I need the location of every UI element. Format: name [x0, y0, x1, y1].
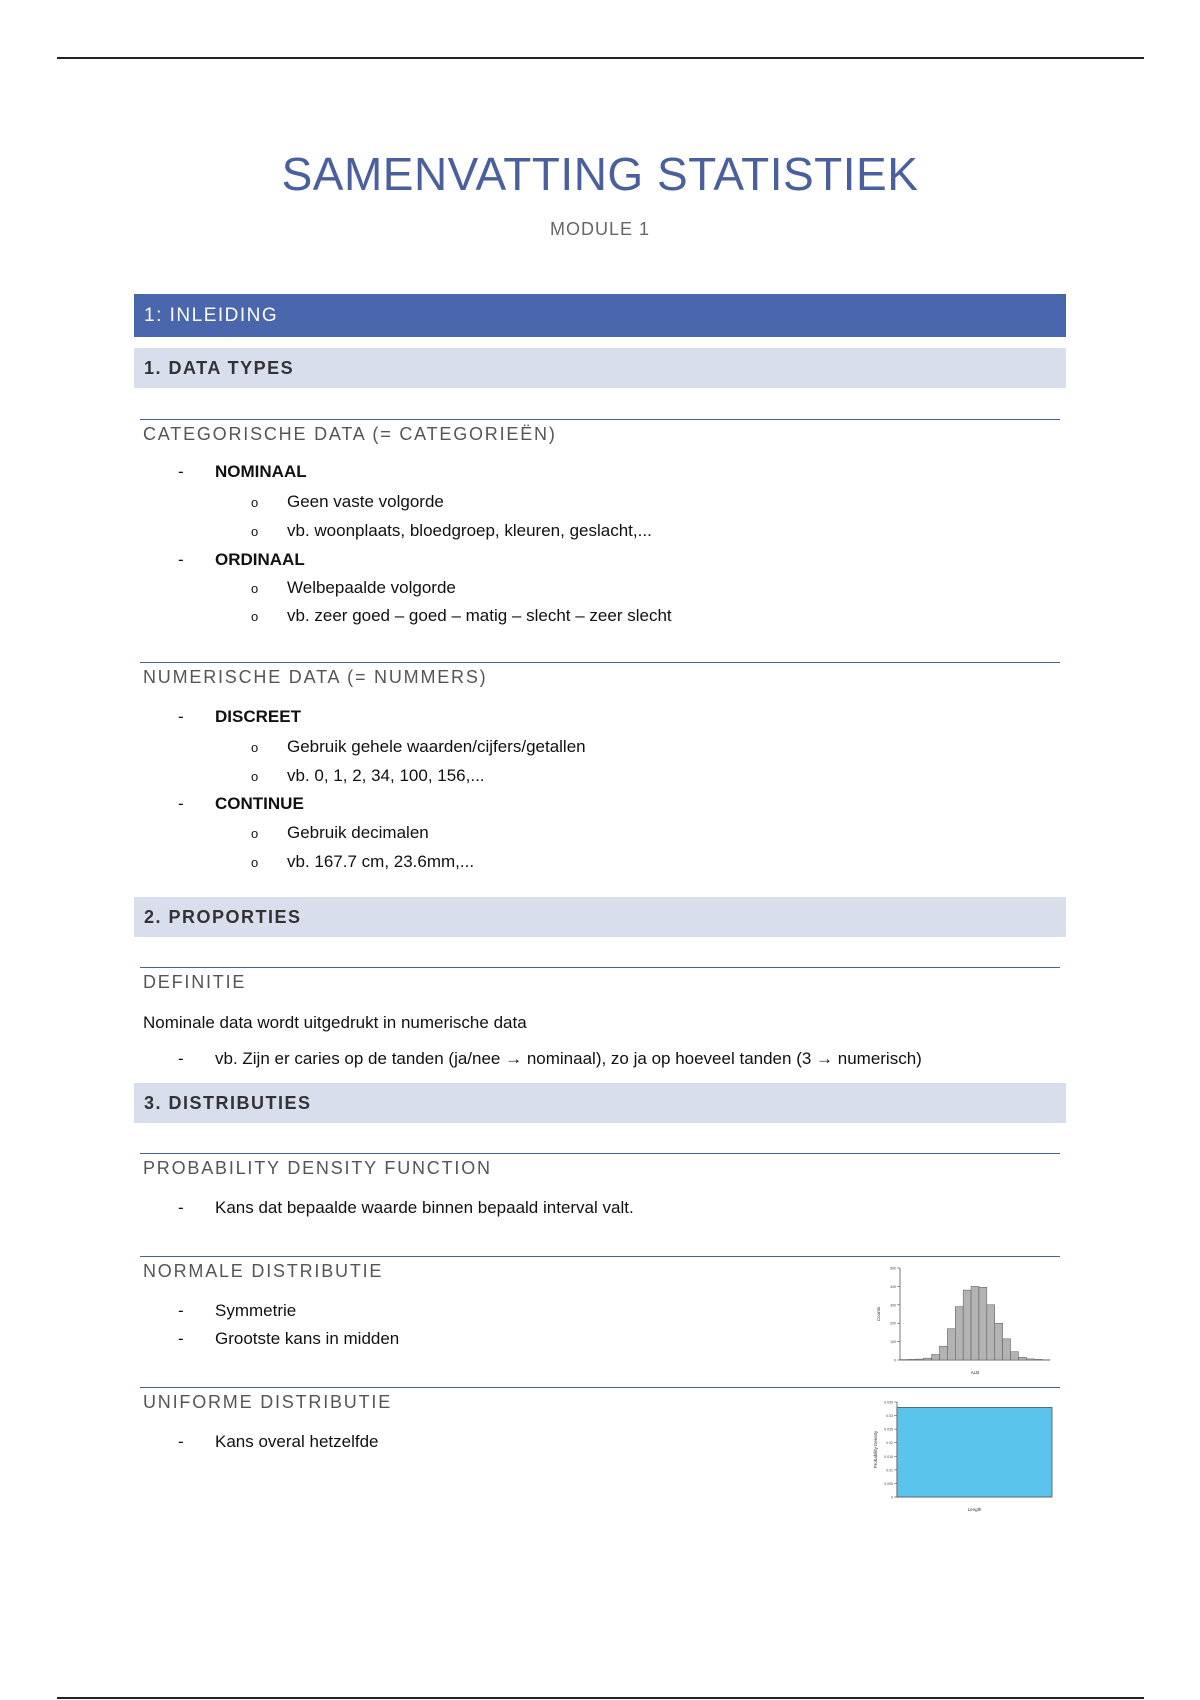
y-axis-label: Counts [876, 1306, 881, 1322]
chart-bar [1026, 1359, 1034, 1360]
dash-bullet: - [178, 1432, 184, 1451]
chart-bar [939, 1346, 947, 1360]
circle-bullet: o [251, 609, 259, 624]
subheading-numeric: NUMERISCHE DATA (= NUMMERS) [140, 662, 1060, 688]
chart-bar [932, 1354, 940, 1360]
dash-bullet: - [178, 462, 184, 481]
list-item: Grootste kans in midden [215, 1329, 400, 1348]
circle-bullet: o [251, 855, 259, 870]
chart-bar [1003, 1339, 1011, 1360]
label-discrete: DISCREET [215, 707, 301, 726]
chart-bar [1034, 1359, 1042, 1360]
subheading-normal: NORMALE DISTRIBUTIE [140, 1256, 1060, 1282]
chart-bar [963, 1290, 971, 1360]
x-axis-label: Length [967, 1507, 982, 1512]
chart-bar [924, 1358, 932, 1360]
list-item: Welbepaalde volgorde [287, 578, 456, 597]
top-rule [57, 57, 1144, 59]
y-tick-label: 0.005 [884, 1481, 893, 1486]
chart-bar [955, 1307, 963, 1360]
y-axis-label: Probability Density [873, 1430, 878, 1469]
x-axis-label: ALB [970, 1370, 980, 1375]
chart-bar [1011, 1352, 1019, 1360]
circle-bullet: o [251, 495, 259, 510]
circle-bullet: o [251, 826, 259, 841]
list-item: vb. 0, 1, 2, 34, 100, 156,... [287, 766, 485, 785]
label-continuous: CONTINUE [215, 794, 304, 813]
chart-bar [979, 1287, 987, 1360]
dash-bullet: - [178, 794, 184, 813]
section-heading-distributions: 3. DISTRIBUTIES [134, 1083, 1066, 1123]
y-tick-label: 500 [890, 1266, 896, 1271]
chart-bar [1018, 1357, 1026, 1360]
list-item: vb. 167.7 cm, 23.6mm,... [287, 852, 475, 871]
circle-bullet: o [251, 524, 259, 539]
dash-bullet: - [178, 1329, 184, 1348]
subheading-categorical: CATEGORISCHE DATA (= CATEGORIEËN) [140, 419, 1060, 445]
label-nominal: NOMINAAL [215, 462, 307, 481]
list-item: Gebruik gehele waarden/cijfers/getallen [287, 737, 586, 756]
chart-bar [995, 1323, 1003, 1360]
circle-bullet: o [251, 769, 259, 784]
uniform-distribution-chart [862, 1397, 1062, 1512]
y-tick-label: 0.03 [886, 1414, 893, 1419]
section-heading-proportions: 2. PROPORTIES [134, 897, 1066, 937]
chart-bar [908, 1359, 916, 1360]
subheading-definition: DEFINITIE [140, 967, 1060, 993]
y-tick-label: 0.025 [884, 1427, 893, 1432]
chart-bar [947, 1329, 955, 1360]
dash-bullet: - [178, 550, 184, 569]
subheading-pdf: PROBABILITY DENSITY FUNCTION [140, 1153, 1060, 1179]
y-tick-label: 300 [890, 1303, 896, 1308]
list-item: Symmetrie [215, 1301, 297, 1320]
label-ordinal: ORDINAAL [215, 550, 305, 569]
document-subtitle: MODULE 1 [549, 219, 651, 239]
document-title: SAMENVATTING STATISTIEK [281, 148, 919, 200]
chart-bar [987, 1305, 995, 1360]
y-tick-label: 0.015 [884, 1454, 893, 1459]
dash-bullet: - [178, 1049, 184, 1068]
chart-bar [897, 1407, 1052, 1497]
list-item: Gebruik decimalen [287, 823, 429, 842]
list-item: Kans dat bepaalde waarde binnen bepaald interval valt. [215, 1198, 634, 1217]
list-item: vb. zeer goed – goed – matig – slecht – zeer slecht [287, 606, 672, 625]
normal-histogram-chart [870, 1262, 1060, 1384]
y-tick-label: 400 [890, 1284, 896, 1289]
y-tick-label: 100 [890, 1340, 896, 1345]
bottom-rule [57, 1697, 1144, 1699]
example-text: vb. Zijn er caries op de tanden (ja/nee → nominaal), zo ja op hoeveel tanden (3 → numerisch) [215, 1049, 922, 1068]
list-item: Kans overal hetzelfde [215, 1432, 379, 1451]
chart-bar [971, 1286, 979, 1360]
y-tick-label: 0.01 [886, 1468, 893, 1473]
section-heading-data-types: 1. DATA TYPES [134, 348, 1066, 388]
list-item: Geen vaste volgorde [287, 492, 444, 511]
y-tick-label: 0 [891, 1495, 893, 1500]
circle-bullet: o [251, 581, 259, 596]
y-tick-label: 0.02 [886, 1441, 893, 1446]
chapter-heading: 1: INLEIDING [134, 294, 1066, 337]
y-tick-label: 200 [890, 1321, 896, 1326]
dash-bullet: - [178, 1301, 184, 1320]
y-tick-label: 0.035 [884, 1400, 893, 1405]
dash-bullet: - [178, 707, 184, 726]
chart-bar [916, 1359, 924, 1360]
dash-bullet: - [178, 1198, 184, 1217]
y-tick-label: 0 [894, 1358, 896, 1363]
definition-text: Nominale data wordt uitgedrukt in numerische data [143, 1013, 527, 1032]
circle-bullet: o [251, 740, 259, 755]
subheading-uniform: UNIFORME DISTRIBUTIE [140, 1387, 1060, 1413]
list-item: vb. woonplaats, bloedgroep, kleuren, geslacht,... [287, 521, 652, 540]
